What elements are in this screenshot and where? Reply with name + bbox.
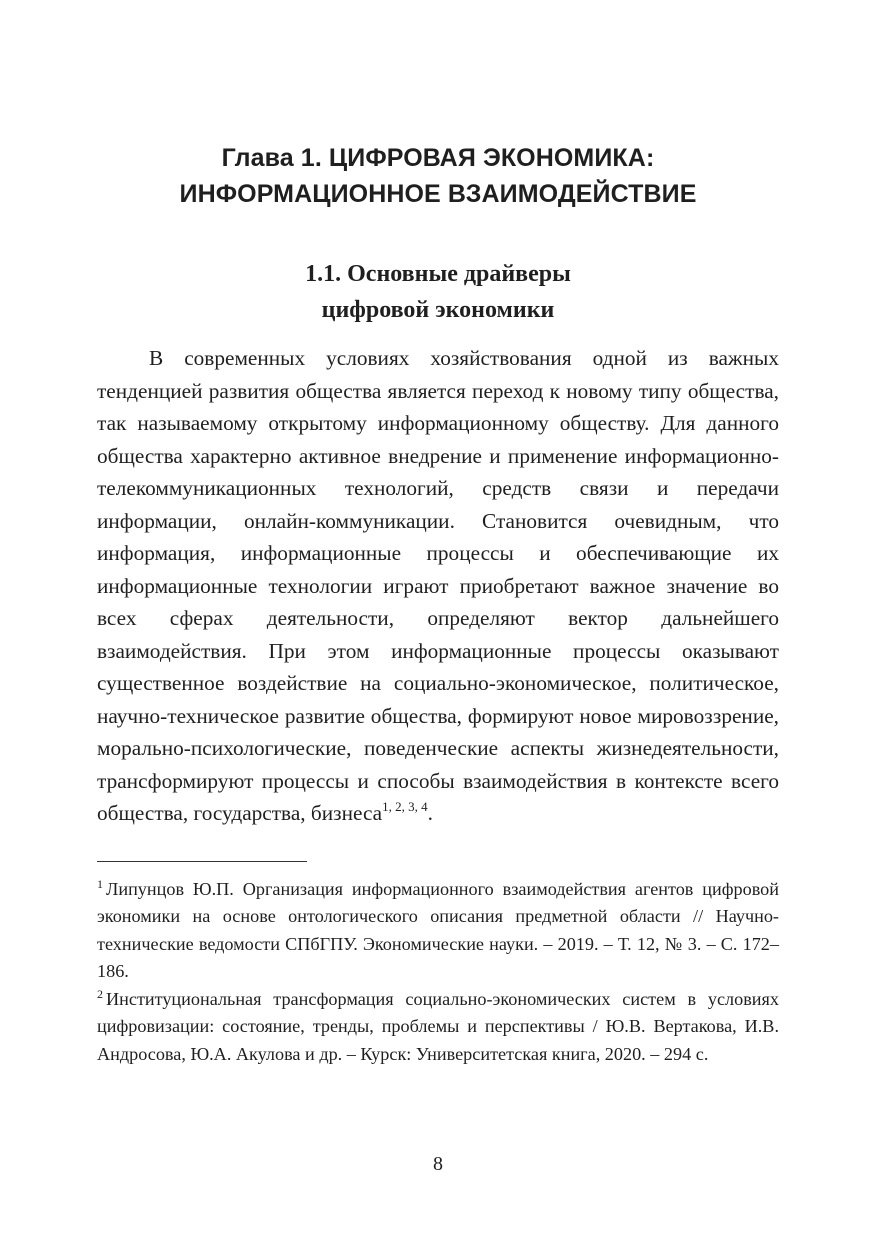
page-number: 8 — [433, 1153, 443, 1175]
section-title — [97, 256, 779, 328]
footnote-references: 1, 2, 3, 4 — [382, 799, 428, 814]
section-title-line-1: 1.1. Основные драйверы — [305, 261, 571, 287]
footnote-1-text: Липунцов Ю.П. Организация информационного взаимодействия агентов цифровой экономики на основе онтологического описания предметной области // Научно-технические ведомости СПбГПУ. Экономические науки. – 2019. – Т. 12, № 3. – С. 172–186. — [97, 878, 779, 981]
footnote-separator — [97, 861, 307, 862]
chapter-title — [97, 140, 779, 212]
footnote-2 — [97, 986, 779, 1069]
paragraph-text: В современных условиях хозяйствования одной из важных тенденцией развития общества является переход к новому типу общества, так называемому открытому информационному обществу. Для данного общества характерно активное внедрение и применение информационно-телекоммуникационных технологий, средств связи и передачи информации, онлайн-коммуникации. Становится очевидным, что информация, информационные процессы и обеспечивающие их информационные технологии играют приобретают важное значение во всех сферах деятельности, определяют вектор дальнейшего взаимодействия. При этом информационные процессы оказывают существенное воздействие на социально-экономическое, политическое, научно-техническое развитие общества, формируют новое мировоззрение, морально-психологические, поведенческие аспекты жизнедеятельности, трансформируют процессы и способы взаимодействия в контексте всего общества, государства, бизнеса — [97, 346, 779, 825]
section-title-line-2: цифровой экономики — [321, 297, 555, 323]
footnote-2-text: Институциональная трансформация социально-экономических систем в условиях цифровизации: состояние, тренды, проблемы и перспективы / Ю.В. Вертакова, И.В. Андросова, Ю.А. Акулова и др. – Курск: Университетская книга, 2020. – 294 с. — [97, 988, 779, 1064]
footnote-1-mark: 1 — [97, 876, 103, 891]
footnotes — [97, 876, 779, 1069]
body-paragraph — [97, 342, 779, 830]
chapter-title-line-2: ИНФОРМАЦИОННОЕ ВЗАИМОДЕЙСТВИЕ — [179, 180, 697, 208]
footnote-1 — [97, 876, 779, 986]
chapter-title-line-1: Глава 1. ЦИФРОВАЯ ЭКОНОМИКА: — [221, 144, 655, 172]
page-content — [97, 140, 779, 1068]
footnote-2-mark: 2 — [97, 986, 103, 1001]
paragraph-end-punctuation: . — [427, 801, 433, 825]
